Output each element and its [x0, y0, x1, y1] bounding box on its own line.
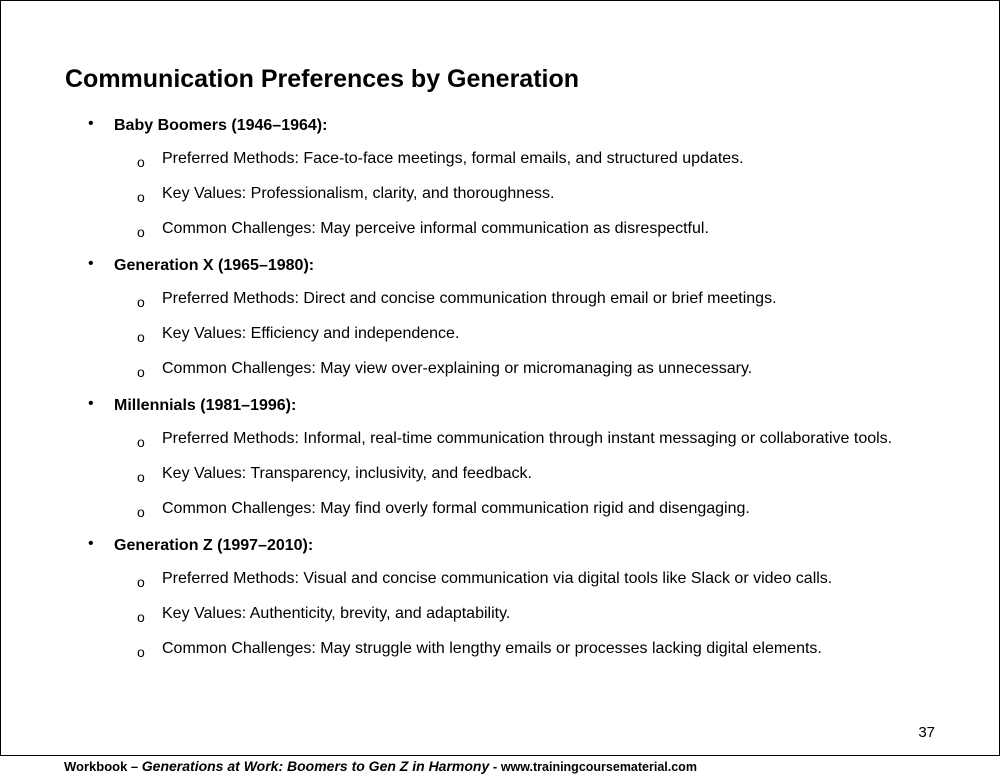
- generation-item: [1, 253, 1000, 393]
- sub-point-text: Preferred Methods: Face-to-face meetings, formal emails, and structured updates.: [162, 150, 744, 167]
- sub-bullet-icon: o: [137, 644, 145, 660]
- sub-point-text: Preferred Methods: Direct and concise communication through email or brief meetings.: [162, 290, 777, 307]
- sub-point-text: Preferred Methods: Informal, real-time communication through instant messaging or collaborative tools.: [162, 430, 893, 447]
- generation-list: [1, 113, 1000, 673]
- generation-label: Generation X (1965–1980):: [114, 257, 315, 274]
- sub-point: [1, 428, 1000, 463]
- generation-points: [1, 148, 1000, 253]
- generation-item: [1, 393, 1000, 533]
- generation-label: Millennials (1981–1996):: [114, 397, 297, 414]
- sub-point-text: Key Values: Transparency, inclusivity, and feedback.: [162, 465, 532, 482]
- sub-point-text: Common Challenges: May find overly formal communication rigid and disengaging.: [162, 500, 750, 517]
- sub-bullet-icon: o: [137, 224, 145, 240]
- sub-point: [1, 568, 1000, 603]
- generation-header: [1, 253, 1000, 288]
- footer-book-title: Generations at Work: Boomers to Gen Z in Harmony: [141, 758, 490, 774]
- bullet-icon: •: [88, 115, 94, 132]
- sub-point: [1, 148, 1000, 183]
- sub-point-text: Common Challenges: May perceive informal communication as disrespectful.: [162, 220, 709, 237]
- sub-point-text: Preferred Methods: Visual and concise communication via digital tools like Slack or video calls.: [162, 570, 833, 587]
- sub-point-text: Common Challenges: May view over-explaining or micromanaging as unnecessary.: [162, 360, 753, 377]
- sub-bullet-icon: o: [137, 294, 145, 310]
- sub-bullet-icon: o: [137, 609, 145, 625]
- sub-point: [1, 603, 1000, 638]
- page-title: Communication Preferences by Generation: [65, 65, 580, 93]
- sub-point-text: Key Values: Authenticity, brevity, and adaptability.: [162, 605, 511, 622]
- bullet-icon: •: [88, 535, 94, 552]
- sub-point: [1, 288, 1000, 323]
- generation-points: [1, 568, 1000, 673]
- page-number: 37: [918, 724, 935, 741]
- generation-item: [1, 533, 1000, 673]
- sub-point: [1, 463, 1000, 498]
- sub-point: [1, 218, 1000, 253]
- sub-point: [1, 498, 1000, 533]
- generation-header: [1, 533, 1000, 568]
- bullet-icon: •: [88, 395, 94, 412]
- footer-url: www.trainingcoursematerial.com: [500, 760, 697, 774]
- sub-bullet-icon: o: [137, 469, 145, 485]
- generation-label: Generation Z (1997–2010):: [114, 537, 314, 554]
- sub-bullet-icon: o: [137, 189, 145, 205]
- generation-label: Baby Boomers (1946–1964):: [114, 117, 328, 134]
- sub-bullet-icon: o: [137, 329, 145, 345]
- sub-bullet-icon: o: [137, 154, 145, 170]
- generation-points: [1, 288, 1000, 393]
- sub-bullet-icon: o: [137, 434, 145, 450]
- sub-point: [1, 358, 1000, 393]
- sub-point: [1, 638, 1000, 673]
- sub-point: [1, 323, 1000, 358]
- sub-bullet-icon: o: [137, 504, 145, 520]
- sub-point: [1, 183, 1000, 218]
- bullet-icon: •: [88, 255, 94, 272]
- generation-header: [1, 113, 1000, 148]
- generation-points: [1, 428, 1000, 533]
- sub-point-text: Key Values: Professionalism, clarity, and thoroughness.: [162, 185, 555, 202]
- footer-separator: -: [489, 759, 501, 774]
- sub-bullet-icon: o: [137, 364, 145, 380]
- footer-prefix: Workbook –: [64, 759, 142, 774]
- sub-point-text: Common Challenges: May struggle with lengthy emails or processes lacking digital elements.: [162, 640, 822, 657]
- sub-bullet-icon: o: [137, 574, 145, 590]
- generation-header: [1, 393, 1000, 428]
- footer: [64, 757, 697, 776]
- generation-item: [1, 113, 1000, 253]
- sub-point-text: Key Values: Efficiency and independence.: [162, 325, 460, 342]
